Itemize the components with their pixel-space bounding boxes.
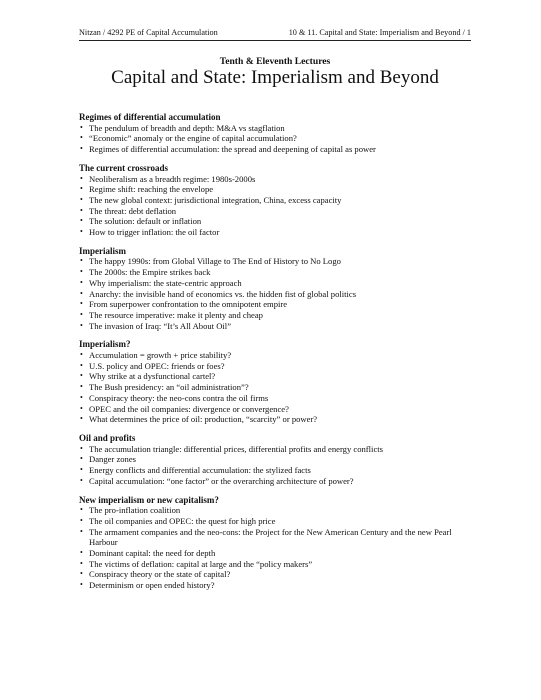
section-heading: Oil and profits bbox=[79, 432, 136, 443]
list-item: • The oil companies and OPEC: the quest for high price bbox=[79, 516, 479, 527]
list-item: • The threat: debt deflation bbox=[79, 206, 479, 217]
list-item: • Conspiracy theory or the state of capital? bbox=[79, 569, 479, 580]
page-header bbox=[79, 29, 471, 41]
list-item: • “Economic” anomaly or the engine of capital accumulation? bbox=[79, 133, 479, 144]
page-title: Capital and State: Imperialism and Beyond bbox=[111, 67, 439, 88]
list-item: • Energy conflicts and differential accumulation: the stylized facts bbox=[79, 465, 479, 476]
list-item: • Danger zones bbox=[79, 454, 479, 465]
list-item: • OPEC and the oil companies: divergence or convergence? bbox=[79, 404, 479, 415]
list-item: • Anarchy: the invisible hand of economics vs. the hidden fist of global politics bbox=[79, 289, 479, 300]
list-item: • The pendulum of breadth and depth: M&A vs stagflation bbox=[79, 123, 479, 134]
section-imperialism bbox=[79, 246, 479, 332]
list-item: • Why strike at a dysfunctional cartel? bbox=[79, 371, 479, 382]
outline-content bbox=[79, 112, 479, 599]
bullet-list bbox=[79, 350, 479, 425]
header-right: 10 & 11. Capital and State: Imperialism and Beyond / 1 bbox=[288, 28, 471, 37]
list-item: • U.S. policy and OPEC: friends or foes? bbox=[79, 361, 479, 372]
section-heading: Imperialism? bbox=[79, 339, 131, 350]
section-heading: Regimes of differential accumulation bbox=[79, 112, 221, 122]
list-item: • Neoliberalism as a breadth regime: 1980s-2000s bbox=[79, 174, 479, 185]
list-item: • The new global context: jurisdictional integration, China, excess capacity bbox=[79, 195, 479, 206]
list-item: • The armament companies and the neo-cons: the Project for the New American Century and the new Pearl Harbour bbox=[79, 527, 479, 548]
list-item: • The invasion of Iraq: “It’s All About Oil” bbox=[79, 321, 479, 332]
bullet-list bbox=[79, 444, 479, 487]
lecture-supertitle: Tenth & Eleventh Lectures bbox=[219, 56, 331, 67]
list-item: • The solution: default or inflation bbox=[79, 216, 479, 227]
list-item: • Determinism or open ended history? bbox=[79, 580, 479, 591]
list-item: • The pro-inflation coalition bbox=[79, 505, 479, 516]
list-item: • Conspiracy theory: the neo-cons contra the oil firms bbox=[79, 393, 479, 404]
bullet-list bbox=[79, 256, 479, 331]
section-imperialism-question bbox=[79, 339, 479, 425]
section-new-imperialism bbox=[79, 495, 479, 591]
list-item: • Regime shift: reaching the envelope bbox=[79, 184, 479, 195]
list-item: • Why imperialism: the state-centric approach bbox=[79, 278, 479, 289]
section-regimes bbox=[79, 112, 479, 155]
list-item: • Dominant capital: the need for depth bbox=[79, 548, 479, 559]
list-item: • From superpower confrontation to the omnipotent empire bbox=[79, 299, 479, 310]
section-heading: New imperialism or new capitalism? bbox=[79, 494, 219, 505]
header-left: Nitzan / 4292 PE of Capital Accumulation bbox=[79, 28, 218, 37]
list-item: • Capital accumulation: “one factor” or the overarching architecture of power? bbox=[79, 476, 479, 487]
list-item: • The Bush presidency: an “oil administration”? bbox=[79, 382, 479, 393]
section-crossroads bbox=[79, 163, 479, 238]
section-oil-profits bbox=[79, 433, 479, 487]
section-heading: Imperialism bbox=[79, 245, 126, 256]
list-item: • The accumulation triangle: differential prices, differential profits and energy conflicts bbox=[79, 444, 479, 455]
list-item: • The victims of deflation: capital at large and the “policy makers” bbox=[79, 559, 479, 570]
list-item: • Regimes of differential accumulation: the spread and deepening of capital as power bbox=[79, 144, 479, 155]
bullet-list bbox=[79, 174, 479, 238]
bullet-list bbox=[79, 505, 479, 591]
list-item: • The resource imperative: make it plenty and cheap bbox=[79, 310, 479, 321]
list-item: • How to trigger inflation: the oil factor bbox=[79, 227, 479, 238]
list-item: • Accumulation = growth + price stability? bbox=[79, 350, 479, 361]
list-item: • The 2000s: the Empire strikes back bbox=[79, 267, 479, 278]
section-heading: The current crossroads bbox=[79, 162, 168, 173]
title-block bbox=[79, 56, 471, 89]
list-item: • The happy 1990s: from Global Village to The End of History to No Logo bbox=[79, 256, 479, 267]
list-item: • What determines the price of oil: production, “scarcity” or power? bbox=[79, 414, 479, 425]
bullet-list bbox=[79, 123, 479, 155]
